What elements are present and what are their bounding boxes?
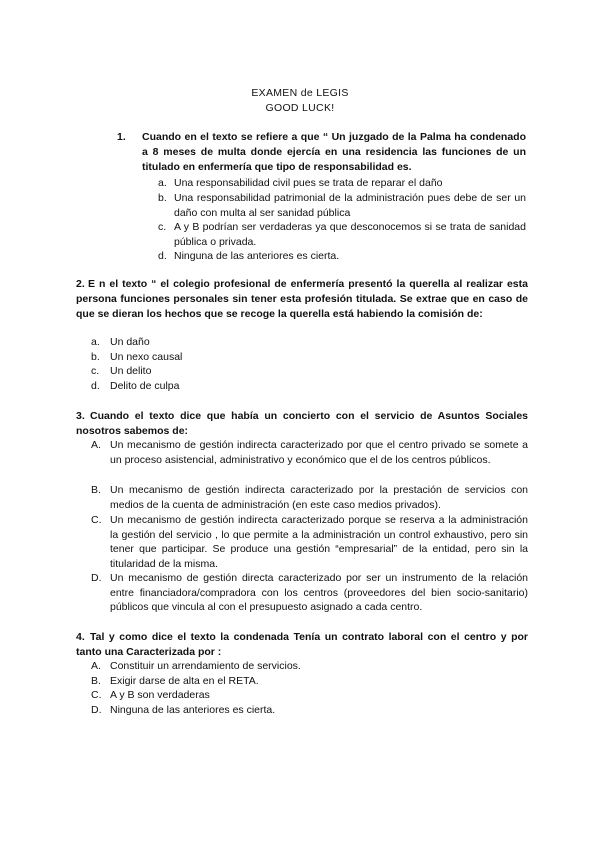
q2-option-d: Delito de culpa [110,380,180,392]
q4-option-d-label: D. [91,704,102,716]
question-3-text: Cuando el texto dice que había un concierto con el servicio de Asuntos Sociales nosotros sabemos de: [76,410,528,437]
q4-option-a: Constituir un arrendamiento de servicios. [110,660,301,672]
q1-option-d-label: d. [158,250,167,262]
q1-option-c: A y B podrían ser verdaderas ya que desconocemos si se trata de sanidad pública o privada. [174,221,526,248]
question-4-number: 4. [76,631,85,643]
q3-option-c-label: C. [91,514,102,526]
question-3-number: 3. [76,410,85,422]
q2-option-a-label: a. [91,336,100,348]
q3-option-b: Un mecanismo de gestión indirecta caracterizado por la prestación de servicios con medios de la cuenta de administración (en este caso medios privados). [110,484,528,511]
q3-option-d: Un mecanismo de gestión directa caracterizado por ser un instrumento de la relación entre financiadora/compradora con los centros (proveedores del bien socio-sanitario) públicos que vincula al con el presupuesto asignado a cada centro. [110,572,528,614]
q2-option-a: Un daño [110,336,150,348]
q1-option-d: Ninguna de las anteriores es cierta. [174,250,340,262]
q1-option-a: Una responsabilidad civil pues se trata de reparar el daño [174,177,443,189]
q1-option-a-label: a. [158,177,167,189]
q4-option-c-label: C. [91,689,102,701]
q1-option-b-label: b. [158,192,167,204]
q3-option-a-label: A. [91,439,101,451]
q4-option-b: Exigir darse de alta en el RETA. [110,675,259,687]
q4-option-d: Ninguna de las anteriores es cierta. [110,704,276,716]
q4-option-c: A y B son verdaderas [110,689,210,701]
exam-subtitle: GOOD LUCK! [265,102,335,114]
question-1-text: Cuando en el texto se refiere a que “ Un juzgado de la Palma ha condenado a 8 meses de multa donde ejercía en una residencia las funciones de un titulado en enfermería que tipo de responsabilidad es. [142,131,526,173]
q1-option-c-label: c. [158,221,167,233]
q2-option-c-label: c. [91,365,100,377]
q1-option-b: Una responsabilidad patrimonial de la administración pues debe de ser un daño con multa al ser sanidad pública [174,192,526,219]
q3-option-a: Un mecanismo de gestión indirecta caracterizado por que el centro privado se somete a un proceso asistencial, administrativo y económico que el de los centros públicos. [110,439,528,466]
q4-option-a-label: A. [91,660,101,672]
q4-option-b-label: B. [91,675,101,687]
q3-option-b-label: B. [91,484,101,496]
q3-option-c: Un mecanismo de gestión indirecta caracterizado porque se reserva a la administración la gestión del servicio , lo que permite a la administración un control exhaustivo, pero sin tener que participar. Se produce una gestión “empresarial” de la entidad, pero sin la titularidad de la misma. [110,514,528,570]
q2-option-b-label: b. [91,351,100,363]
q2-option-d-label: d. [91,380,100,392]
q2-option-c: Un delito [110,365,152,377]
question-2-text: E n el texto “ el colegio profesional de enfermería presentó la querella al realizar esta persona funciones personales sin tener esta profesión titulada. Se extrae que en caso de que se dieran los hechos que se recoge la querella está habiendo la comisión de: [76,278,528,320]
exam-title: EXAMEN de LEGIS [251,87,349,99]
question-1-number: 1. [117,131,126,143]
q2-option-b: Un nexo causal [110,351,183,363]
q3-option-d-label: D. [91,572,102,584]
question-4-text: Tal y como dice el texto la condenada Tenía un contrato laboral con el centro y por tanto una Caracterizada por : [76,631,528,658]
question-2-number: 2. [76,278,85,290]
